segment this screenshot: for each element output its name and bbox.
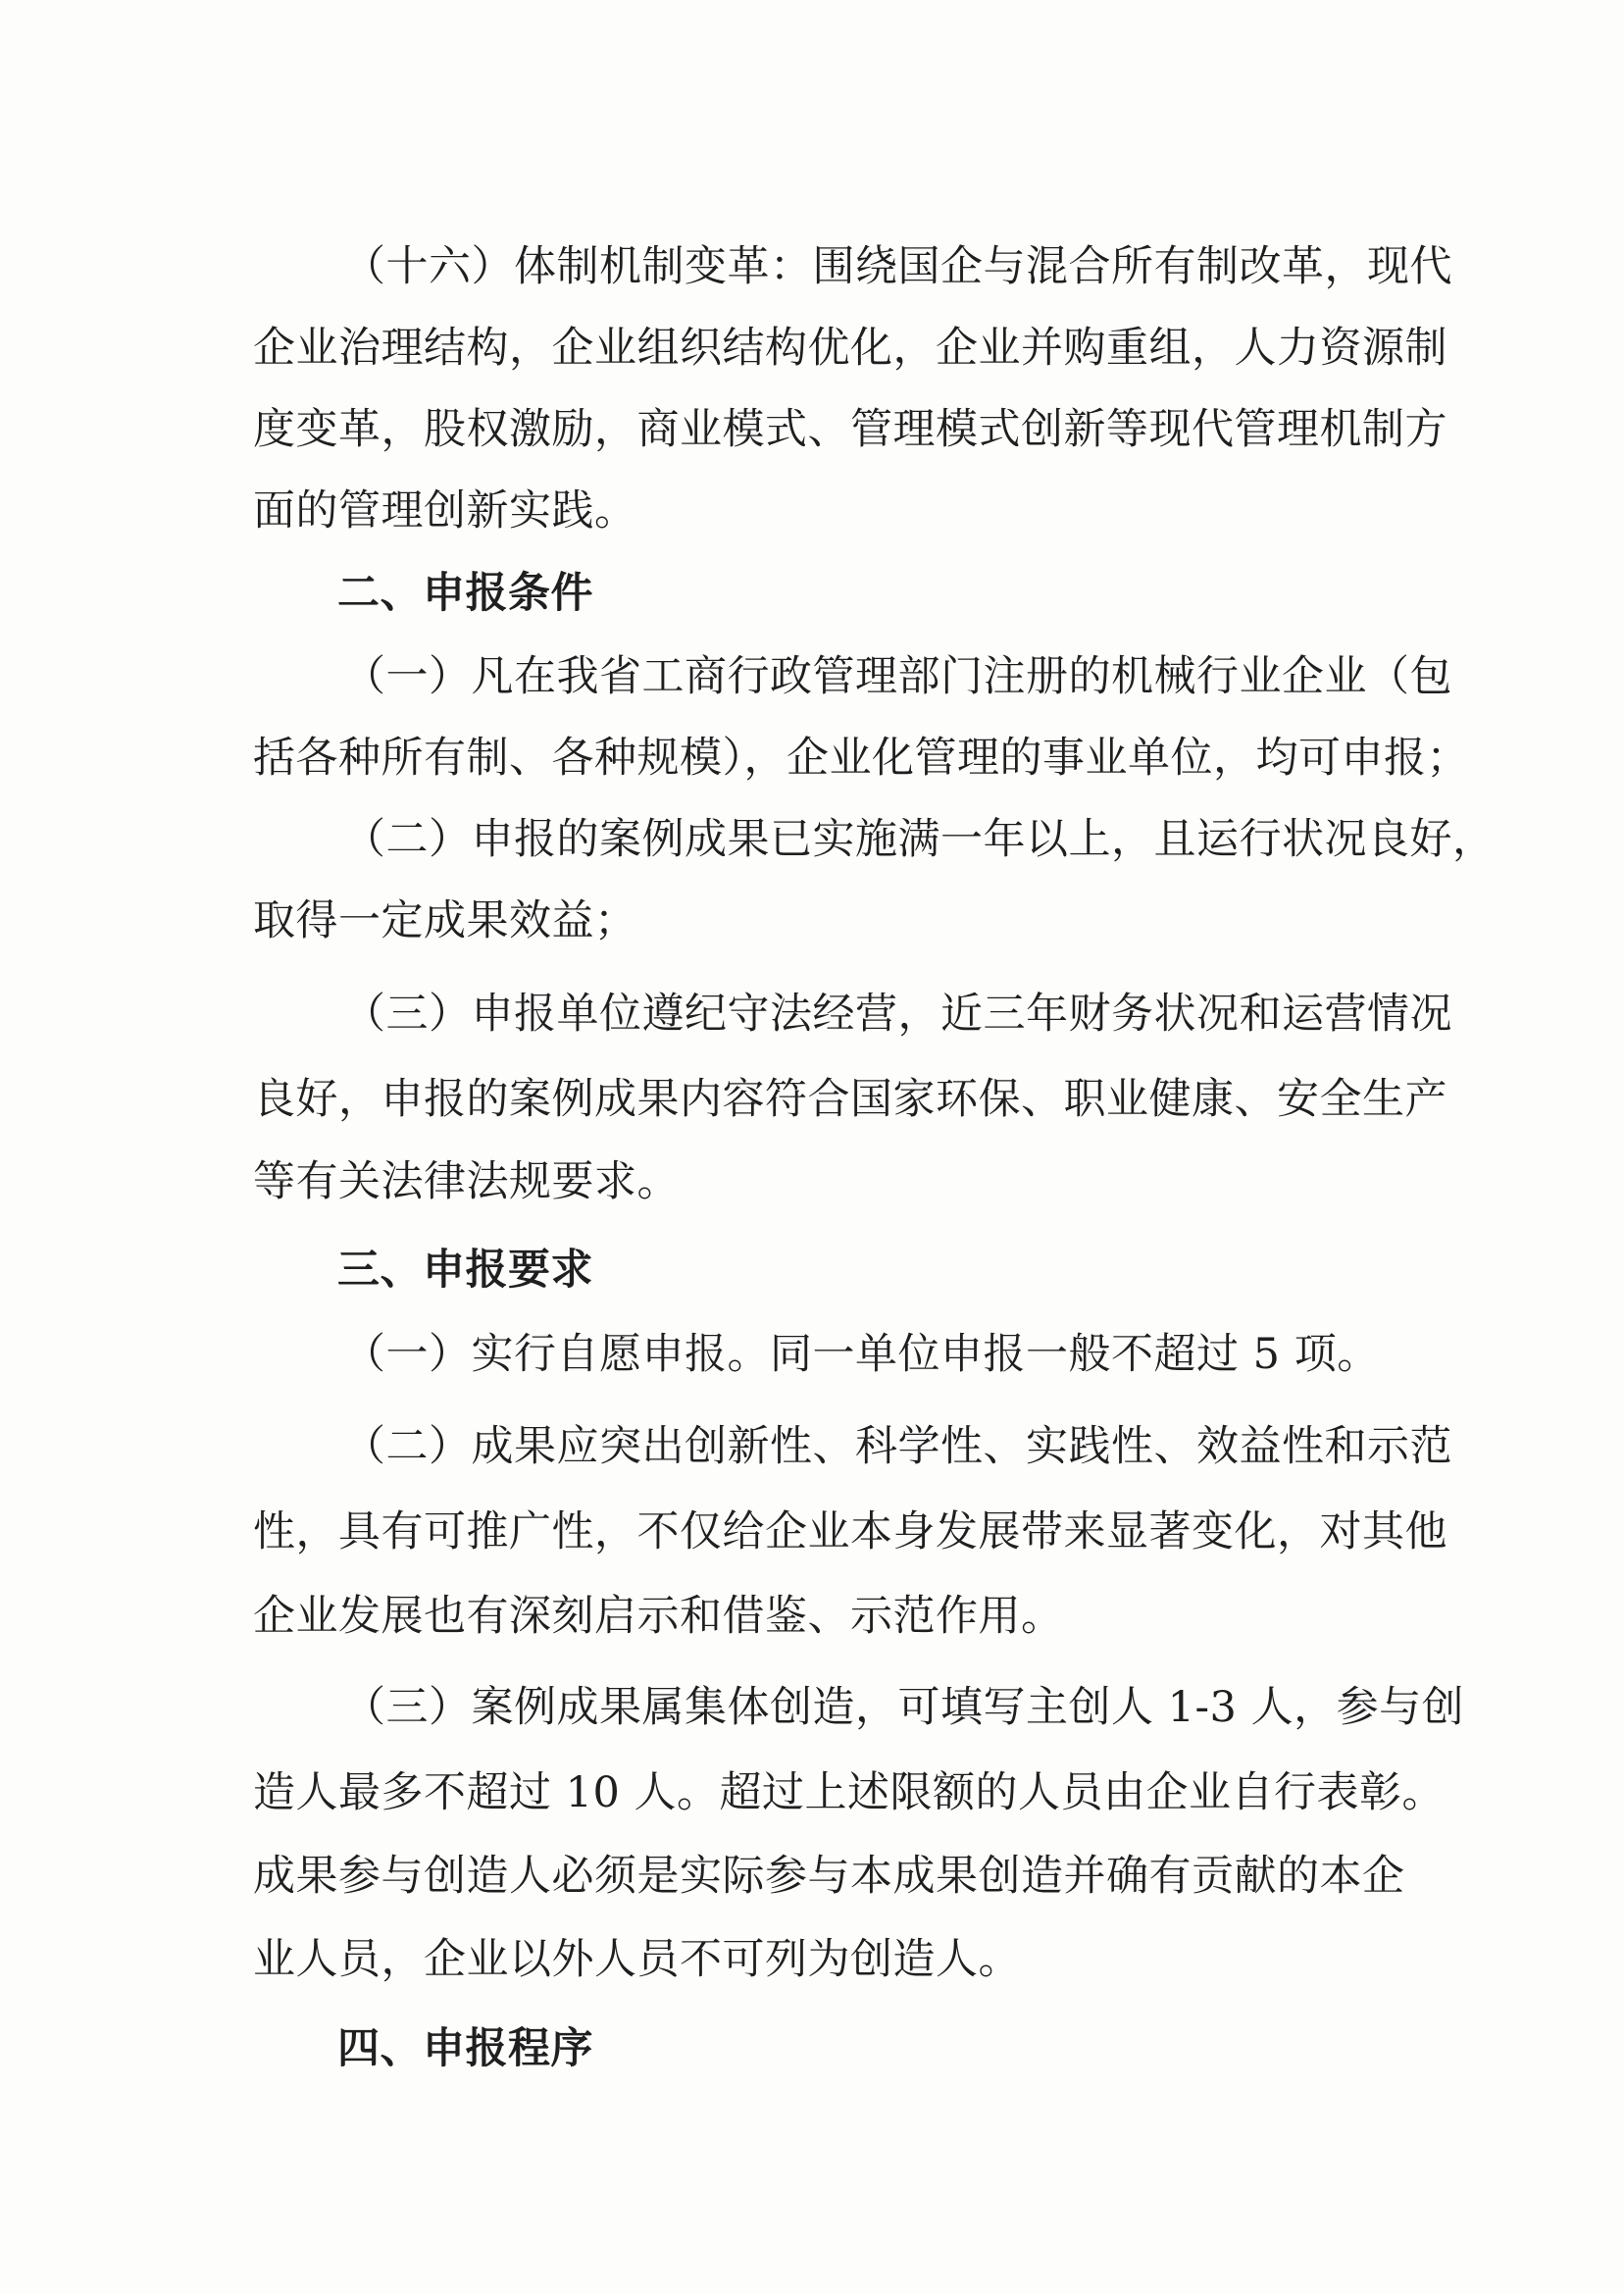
paragraph-line: 度变革，股权激励，商业模式、管理模式创新等现代管理机制方 [253, 405, 1447, 454]
paragraph-line: 性，具有可推广性，不仅给企业本身发展带来显著变化，对其他 [253, 1507, 1447, 1556]
paragraph-line: 等有关法律法规要求。 [253, 1157, 680, 1206]
paragraph-line: （三）申报单位遵纪守法经营，近三年财务状况和运营情况 [343, 990, 1452, 1039]
paragraph-line: 成果参与创造人必须是实际参与本成果创造并确有贡献的本企 [253, 1852, 1405, 1901]
paragraph-line: 企业治理结构，企业组织结构优化，企业并购重组，人力资源制 [253, 324, 1447, 373]
section-heading: 二、申报条件 [337, 569, 593, 618]
paragraph-line: 良好，申报的案例成果内容符合国家环保、职业健康、安全生产 [253, 1075, 1447, 1124]
paragraph-line: 取得一定成果效益； [253, 896, 637, 945]
paragraph-line: （一）实行自愿申报。同一单位申报一般不超过 5 项。 [343, 1330, 1380, 1379]
section-heading: 三、申报要求 [337, 1246, 593, 1295]
paragraph-line: 业人员，企业以外人员不可列为创造人。 [253, 1935, 1021, 1984]
paragraph-line: （二）申报的案例成果已实施满一年以上，且运行状况良好， [343, 815, 1496, 864]
paragraph-line: （一）凡在我省工商行政管理部门注册的机械行业企业（包 [343, 652, 1452, 701]
paragraph-line: 面的管理创新实践。 [253, 486, 637, 535]
paragraph-line: （三）案例成果属集体创造，可填写主创人 1-3 人，参与创 [343, 1683, 1465, 1732]
paragraph-line: （二）成果应突出创新性、科学性、实践性、效益性和示范 [343, 1422, 1452, 1471]
paragraph-line: 企业发展也有深刻启示和借鉴、示范作用。 [253, 1592, 1064, 1641]
paragraph-line: （十六）体制机制变革：围绕国企与混合所有制改革，现代 [343, 242, 1452, 291]
paragraph-line: 造人最多不超过 10 人。超过上述限额的人员由企业自行表彰。 [253, 1768, 1446, 1817]
section-heading: 四、申报程序 [337, 2024, 593, 2073]
paragraph-line: 括各种所有制、各种规模），企业化管理的事业单位，均可申报； [253, 734, 1469, 783]
